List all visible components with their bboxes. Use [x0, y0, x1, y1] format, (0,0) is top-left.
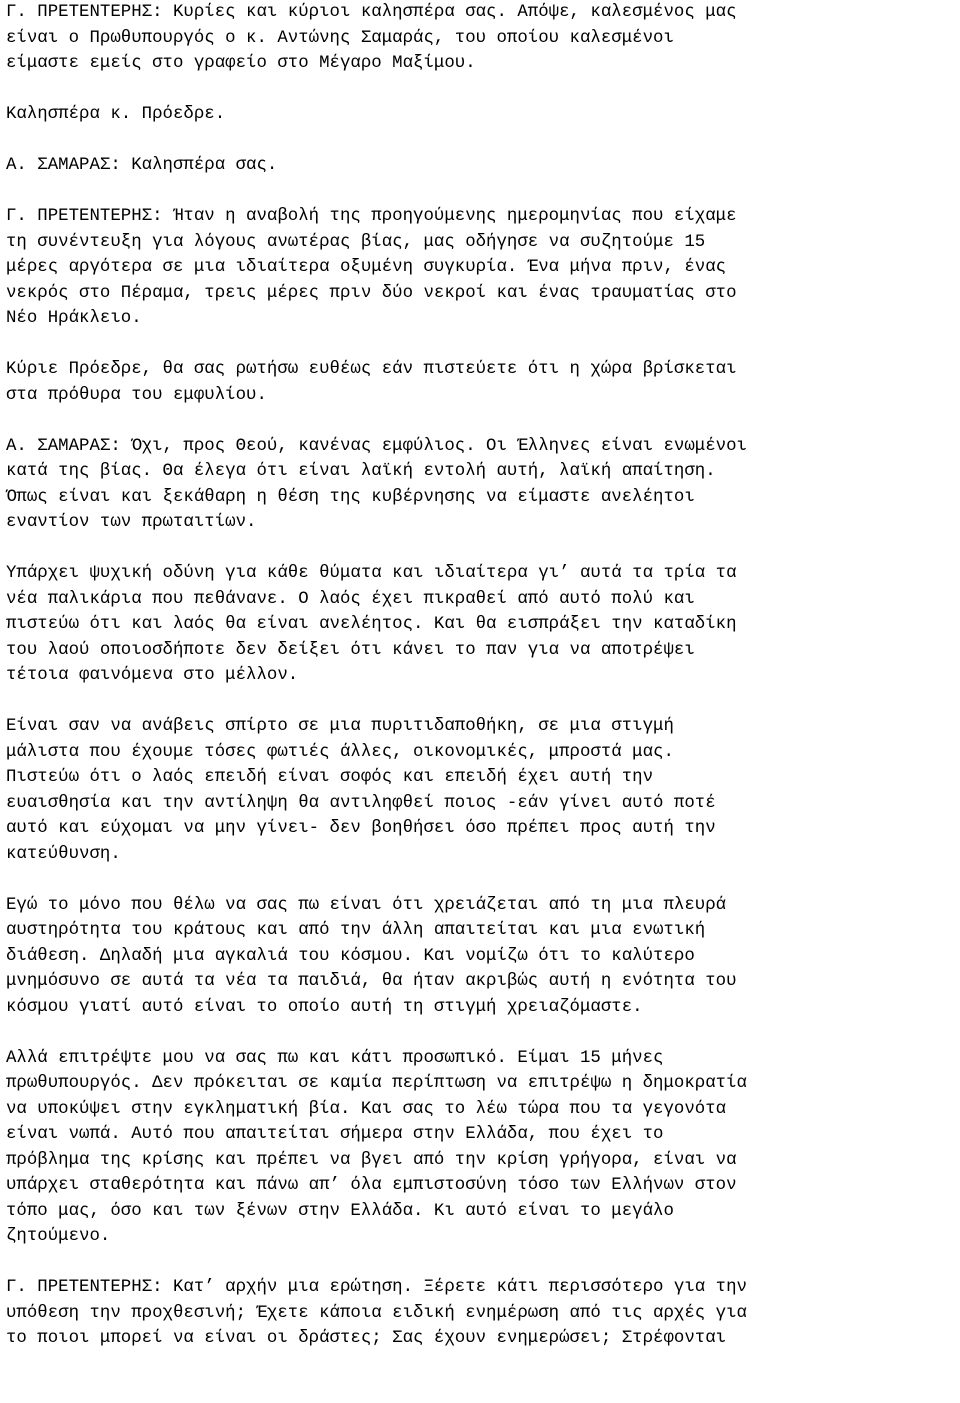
text-line: στα πρόθυρα του εμφυλίου.: [6, 385, 267, 405]
text-line: μάλιστα που έχουμε τόσες φωτιές άλλες, οικονομικές, μπροστά μας.: [6, 742, 674, 762]
text-line: Πιστεύω ότι ο λαός επειδή είναι σοφός και επειδή έχει αυτή την: [6, 768, 654, 787]
transcript-paragraph: [6, 102, 958, 128]
text-line: νέα παλικάρια που πεθάνανε. Ο λαός έχει πικραθεί από αυτό πολύ και: [6, 589, 695, 609]
text-line: Αλλά επιτρέψτε μου να σας πω και κάτι προσωπικό. Είμαι 15 μήνες: [6, 1048, 664, 1068]
text-line: το ποιοι μπορεί να είναι οι δράστες; Σας έχουν ενημερώσει; Στρέφονται: [6, 1329, 727, 1348]
text-line: μνημόσυνο σε αυτά τα νέα τα παιδιά, θα ήταν ακριβώς αυτή η ενότητα του: [6, 972, 737, 991]
text-line: Γ. ΠΡΕΤΕΝΤΕΡΗΣ: Ήταν η αναβολή της προηγούμενης ημερομηνίας που είχαμε: [6, 207, 737, 226]
transcript-paragraph: [6, 893, 958, 1021]
text-line: εναντίον των πρωταιτίων.: [6, 513, 257, 532]
text-line: τέτοια φαινόμενα στο μέλλον.: [6, 666, 299, 685]
text-line: είναι ο Πρωθυπουργός ο κ. Αντώνης Σαμαράς, του οποίου καλεσμένοι: [6, 28, 674, 48]
transcript-paragraph: [6, 153, 958, 179]
text-line: Νέο Ηράκλειο.: [6, 309, 142, 328]
text-line: αυτό και εύχομαι να μην γίνει- δεν βοηθήσει όσο πρέπει προς αυτή την: [6, 819, 716, 838]
text-line: διάθεση. Δηλαδή μια αγκαλιά του κόσμου. Και νομίζω ότι το καλύτερο: [6, 946, 695, 966]
transcript-paragraph: [6, 714, 958, 867]
text-line: του λαού οποιοσδήποτε δεν δείξει ότι κάνει το παν για να αποτρέψει: [6, 640, 695, 660]
transcript-paragraph: [6, 434, 958, 536]
text-line: μέρες αργότερα σε μια ιδιαίτερα οξυμένη συγκυρία. Ένα μήνα πριν, ένας: [6, 258, 727, 277]
text-line: υπάρχει σταθερότητα και πάνω απ’ όλα εμπιστοσύνη τόσο των Ελλήνων στον: [6, 1176, 737, 1195]
transcript-paragraph: [6, 357, 958, 408]
text-line: υπόθεση την προχθεσινή; Έχετε κάποια ειδική ενημέρωση από τις αρχές για: [6, 1303, 747, 1323]
text-line: πιστεύω ότι και λαός θα είναι ανελέητος. Και θα εισπράξει την καταδίκη: [6, 615, 737, 634]
transcript-paragraph: [6, 561, 958, 689]
text-line: τη συνέντευξη για λόγους ανωτέρας βίας, μας οδήγησε να συζητούμε 15: [6, 232, 706, 252]
transcript-paragraph: [6, 1046, 958, 1250]
text-line: κόσμου γιατί αυτό είναι το οποίο αυτή τη στιγμή χρειαζόμαστε.: [6, 997, 643, 1017]
text-line: Α. ΣΑΜΑΡΑΣ: Καλησπέρα σας.: [6, 156, 278, 175]
text-line: Κύριε Πρόεδρε, θα σας ρωτήσω ευθέως εάν πιστεύετε ότι η χώρα βρίσκεται: [6, 360, 737, 379]
text-line: ζητούμενο.: [6, 1227, 111, 1246]
text-line: πρόβλημα της κρίσης και πρέπει να βγει από την κρίση γρήγορα, είναι να: [6, 1150, 737, 1170]
text-line: κατά της βίας. Θα έλεγα ότι είναι λαϊκή εντολή αυτή, λαϊκή απαίτηση.: [6, 462, 716, 481]
text-line: Εγώ το μόνο που θέλω να σας πω είναι ότι χρειάζεται από τη μια πλευρά: [6, 895, 727, 915]
text-line: Γ. ΠΡΕΤΕΝΤΕΡΗΣ: Κατ’ αρχήν μια ερώτηση. Ξέρετε κάτι περισσότερο για την: [6, 1278, 747, 1297]
transcript-paragraph: [6, 1275, 958, 1352]
text-line: Είναι σαν να ανάβεις σπίρτο σε μια πυριτιδαποθήκη, σε μια στιγμή: [6, 717, 674, 736]
text-line: κατεύθυνση.: [6, 844, 121, 864]
transcript-body: [6, 0, 958, 1352]
text-line: νεκρός στο Πέραμα, τρεις μέρες πριν δύο νεκροί και ένας τραυματίας στο: [6, 283, 737, 303]
text-line: να υποκύψει στην εγκληματική βία. Και σας το λέω τώρα που τα γεγονότα: [6, 1099, 727, 1119]
text-line: Καλησπέρα κ. Πρόεδρε.: [6, 105, 226, 124]
transcript-paragraph: [6, 0, 958, 77]
text-line: τόπο μας, όσο και των ξένων στην Ελλάδα. Κι αυτό είναι το μεγάλο: [6, 1201, 674, 1221]
text-line: αυστηρότητα του κράτους και από την άλλη απαιτείται και μια ενωτική: [6, 921, 706, 940]
text-line: πρωθυπουργός. Δεν πρόκειται σε καμία περίπτωση να επιτρέψω η δημοκρατία: [6, 1074, 747, 1093]
text-line: ευαισθησία και την αντίληψη θα αντιληφθεί ποιος -εάν γίνει αυτό ποτέ: [6, 793, 716, 813]
text-line: είμαστε εμείς στο γραφείο στο Μέγαρο Μαξίμου.: [6, 54, 476, 73]
text-line: Α. ΣΑΜΑΡΑΣ: Όχι, προς Θεού, κανένας εμφύλιος. Οι Έλληνες είναι ενωμένοι: [6, 436, 747, 456]
text-line: Όπως είναι και ξεκάθαρη η θέση της κυβέρνησης να είμαστε ανελέητοι: [6, 487, 695, 507]
text-line: είναι νωπά. Αυτό που απαιτείται σήμερα στην Ελλάδα, που έχει το: [6, 1125, 664, 1144]
transcript-paragraph: [6, 204, 958, 332]
text-line: Υπάρχει ψυχική οδύνη για κάθε θύματα και ιδιαίτερα γι’ αυτά τα τρία τα: [6, 564, 737, 583]
transcript-page: [6, 0, 958, 1377]
text-line: Γ. ΠΡΕΤΕΝΤΕΡΗΣ: Κυρίες και κύριοι καλησπέρα σας. Απόψε, καλεσμένος μας: [6, 3, 737, 22]
